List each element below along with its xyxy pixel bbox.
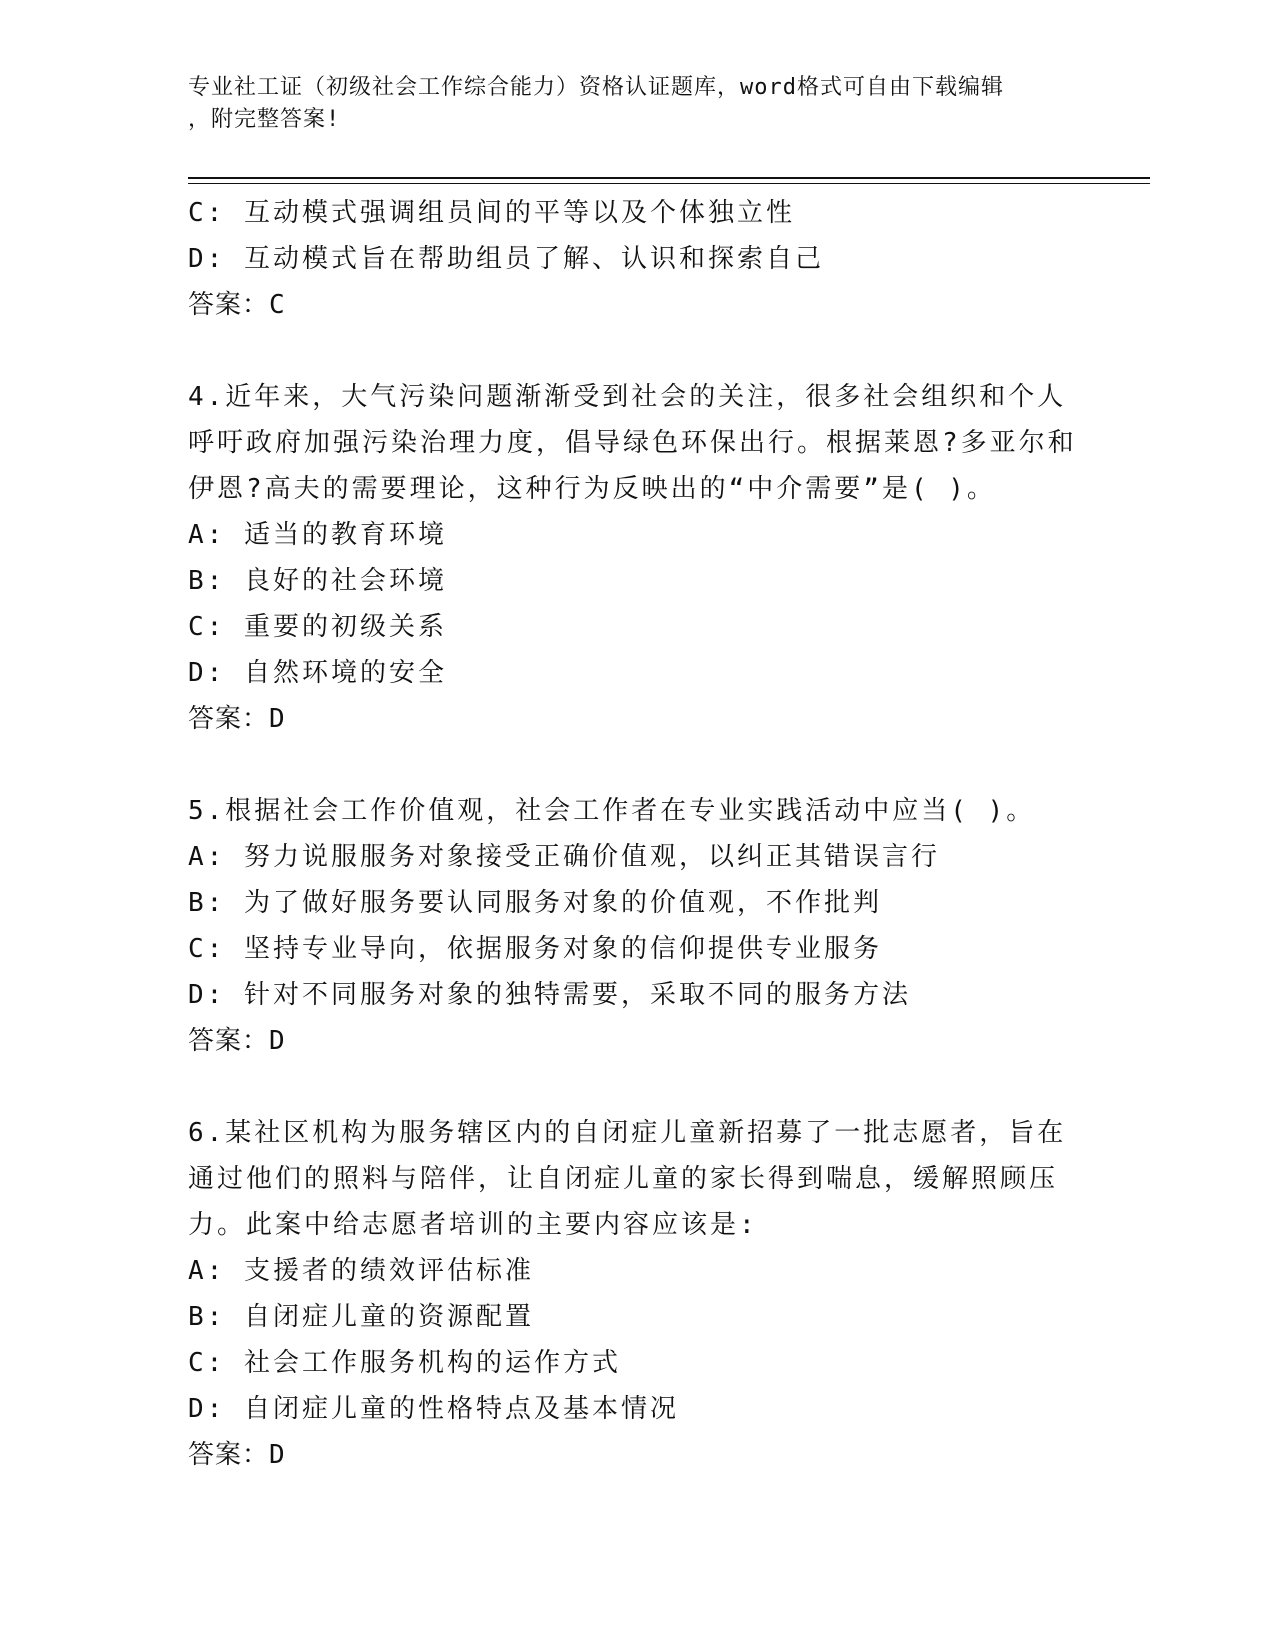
option-c: C: 互动模式强调组员间的平等以及个体独立性 [188,198,795,228]
question-list [188,190,1088,1478]
option-b: B: 自闭症儿童的资源配置 [188,1302,534,1332]
spacer [188,328,1088,374]
page-header [188,72,1068,136]
option-a: A: 适当的教育环境 [188,520,447,550]
header-divider-thick [188,177,1150,179]
question-stem-line: 6.某社区机构为服务辖区内的自闭症儿童新招募了一批志愿者，旨在 [188,1118,1067,1148]
option-c: C: 重要的初级关系 [188,612,447,642]
option-d: D: 自然环境的安全 [188,658,447,688]
question-stem-line: 5.根据社会工作价值观，社会工作者在专业实践活动中应当( )。 [188,796,1036,826]
answer: 答案：D [188,704,286,734]
option-c: C: 坚持专业导向，依据服务对象的信仰提供专业服务 [188,934,882,964]
question-stem-line: 伊恩?高夫的需要理论，这种行为反映出的“中介需要”是( )。 [188,474,996,504]
option-c: C: 社会工作服务机构的运作方式 [188,1348,621,1378]
question-continued [188,190,1088,328]
spacer [188,742,1088,788]
answer: 答案：D [188,1440,286,1470]
spacer [188,1064,1088,1110]
option-b: B: 为了做好服务要认同服务对象的价值观，不作批判 [188,888,882,918]
question-5 [188,788,1088,1064]
header-line-2: ，附完整答案! [188,107,341,132]
header-divider-thin [188,183,1150,184]
option-d: D: 针对不同服务对象的独特需要，采取不同的服务方法 [188,980,911,1010]
option-d: D: 自闭症儿童的性格特点及基本情况 [188,1394,679,1424]
header-line-1: 专业社工证（初级社会工作综合能力）资格认证题库，word格式可自由下载编辑 [188,75,1004,100]
option-b: B: 良好的社会环境 [188,566,447,596]
question-6 [188,1110,1088,1478]
question-4 [188,374,1088,742]
option-a: A: 支援者的绩效评估标准 [188,1256,534,1286]
answer: 答案：C [188,290,286,320]
question-stem-line: 呼吁政府加强污染治理力度，倡导绿色环保出行。根据莱恩?多亚尔和 [188,428,1077,458]
question-stem-line: 通过他们的照料与陪伴，让自闭症儿童的家长得到喘息，缓解照顾压 [188,1164,1059,1194]
answer: 答案：D [188,1026,286,1056]
question-stem-line: 4.近年来，大气污染问题渐渐受到社会的关注，很多社会组织和个人 [188,382,1067,412]
option-d: D: 互动模式旨在帮助组员了解、认识和探索自己 [188,244,824,274]
question-stem-line: 力。此案中给志愿者培训的主要内容应该是: [188,1210,758,1240]
option-a: A: 努力说服服务对象接受正确价值观，以纠正其错误言行 [188,842,940,872]
